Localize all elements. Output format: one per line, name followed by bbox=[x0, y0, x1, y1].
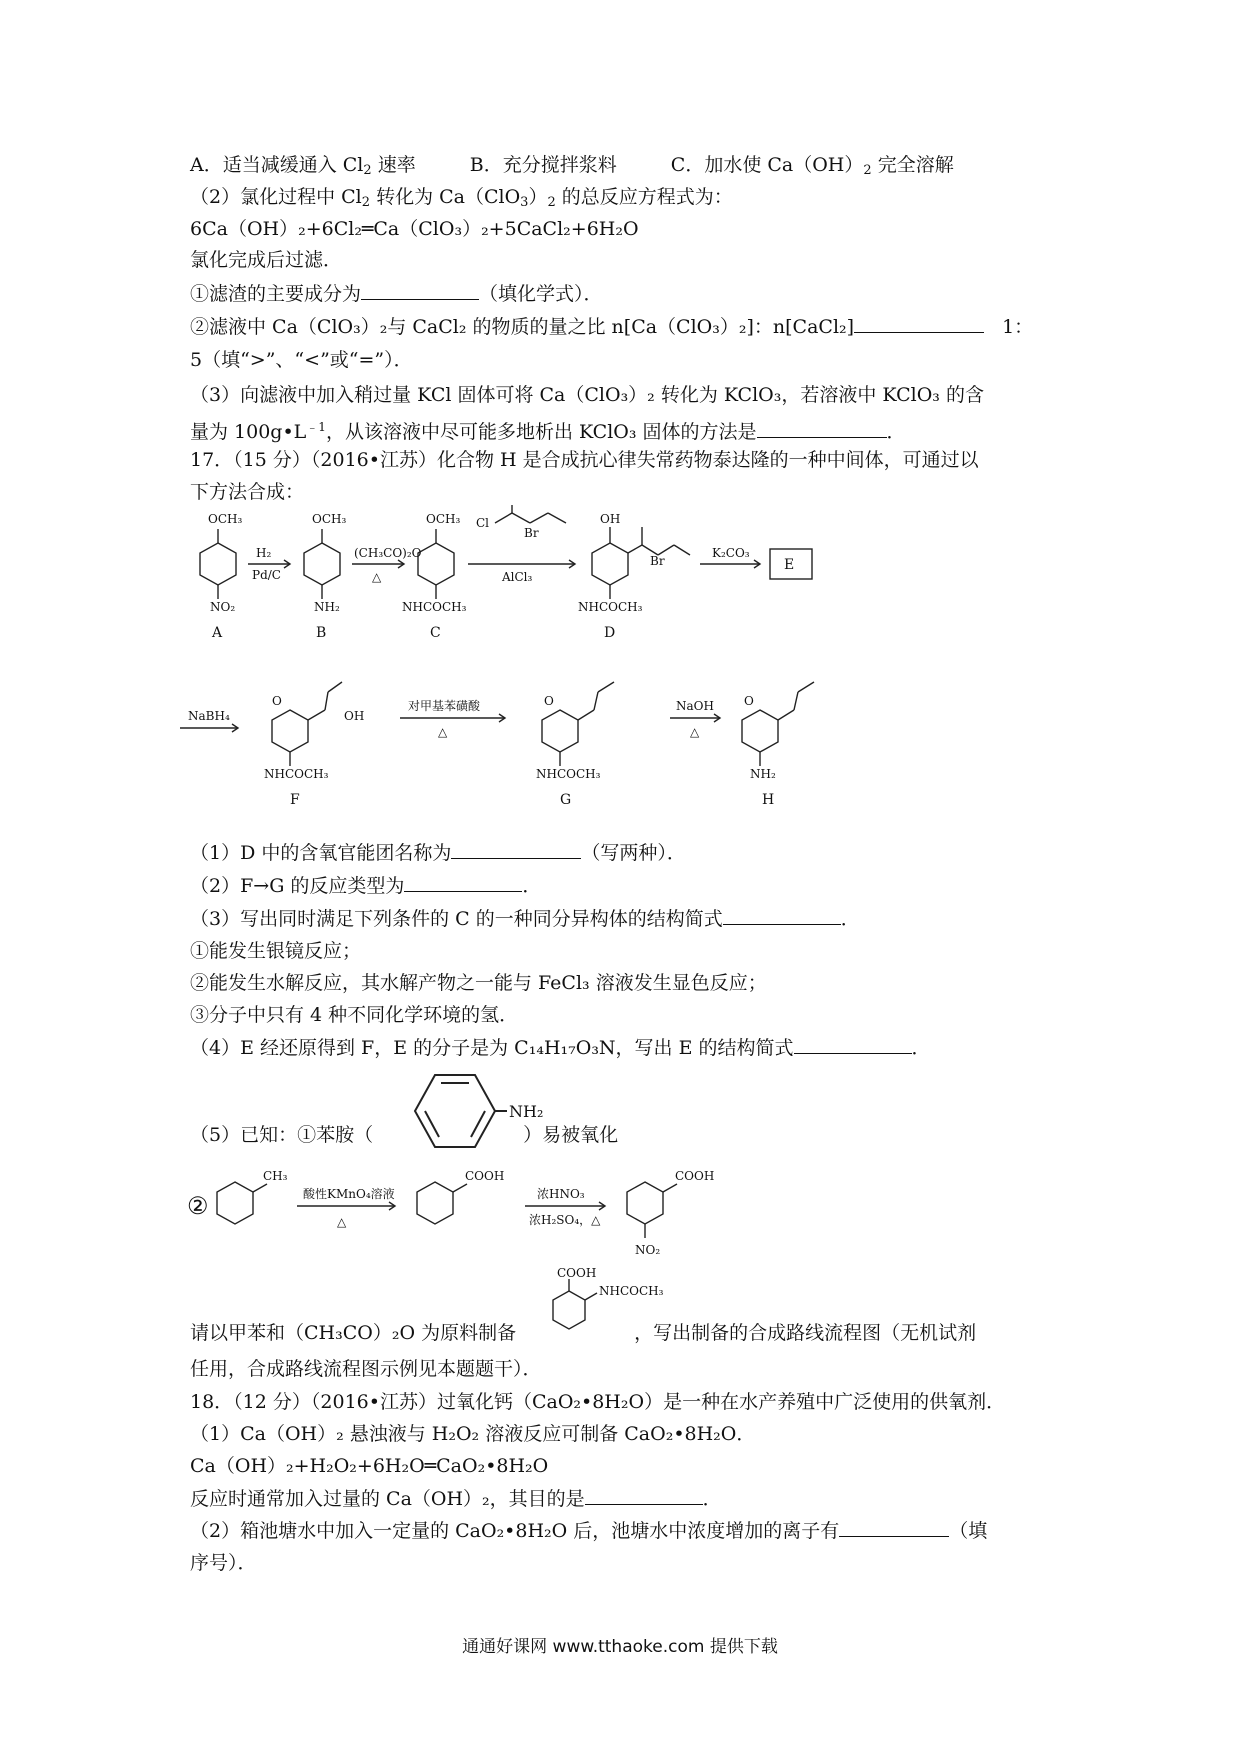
q17-sub1: （1）D 中的含氧官能团名称为 （写两种）． bbox=[190, 842, 686, 864]
svg-text:COOH: COOH bbox=[465, 1169, 505, 1183]
answer-blank[interactable] bbox=[451, 840, 581, 859]
svg-text:NHCOCH₃: NHCOCH₃ bbox=[578, 600, 643, 614]
svg-text:Pd/C: Pd/C bbox=[252, 568, 281, 582]
svg-text:F: F bbox=[290, 792, 300, 808]
q16-part3: （3）向滤液中加入稍过量 KCl 固体可将 Ca（ClO₃）₂ 转化为 KClO₃，若溶液中 KClO₃ 的含 bbox=[190, 384, 984, 406]
svg-text:E: E bbox=[784, 557, 795, 573]
svg-text:②: ② bbox=[187, 1192, 209, 1220]
svg-text:D: D bbox=[604, 625, 616, 641]
svg-text:OCH₃: OCH₃ bbox=[312, 512, 347, 526]
svg-text:NH₂: NH₂ bbox=[750, 767, 776, 781]
q17-sub2: （2）F→G 的反应类型为 ． bbox=[190, 875, 542, 897]
q18-part2: （2）箱池塘水中加入一定量的 CaO₂•8H₂O 后，池塘水中浓度增加的离子有 （填 bbox=[190, 1520, 988, 1542]
svg-text:△: △ bbox=[337, 1215, 347, 1229]
svg-text:H: H bbox=[762, 792, 775, 808]
q16-part3-cont: 量为 $100g•L^{﹣1}$，从该溶液中尽可能多地析出 KClO₃ 固体的方法是 ． bbox=[190, 420, 906, 443]
svg-text:K₂CO₃: K₂CO₃ bbox=[712, 546, 750, 560]
aniline-structure bbox=[395, 1065, 545, 1157]
svg-text:酸性KMnO₄溶液: 酸性KMnO₄溶液 bbox=[303, 1187, 395, 1201]
q18-part2-cont: 序号）． bbox=[190, 1552, 257, 1574]
svg-text:NH₂: NH₂ bbox=[314, 600, 340, 614]
option-c: C．加水使 $Ca(OH)_2$ 完全溶解 bbox=[670, 154, 954, 178]
answer-blank[interactable] bbox=[404, 873, 522, 892]
svg-text:NO₂: NO₂ bbox=[210, 600, 236, 614]
svg-text:A: A bbox=[212, 625, 223, 641]
svg-text:Cl: Cl bbox=[476, 516, 490, 530]
svg-text:COOH: COOH bbox=[675, 1169, 715, 1183]
q17-sub5-task: 请以甲苯和（CH₃CO）₂O 为原料制备 ，写出制备的合成路线流程图（无机试剂 bbox=[190, 1322, 977, 1344]
svg-text:OH: OH bbox=[600, 512, 621, 526]
q16-sub2-cont: 5（填“>”、“<”或“=”）． bbox=[190, 349, 413, 371]
svg-text:CH₃: CH₃ bbox=[263, 1169, 288, 1183]
svg-text:O: O bbox=[544, 694, 554, 708]
answer-blank[interactable] bbox=[794, 1035, 912, 1054]
q16-equation: 6Ca（OH）₂+6Cl₂═Ca（ClO₃）₂+5CaCl₂+6H₂O bbox=[190, 218, 639, 240]
svg-text:NO₂: NO₂ bbox=[635, 1243, 661, 1257]
svg-text:NHCOCH₃: NHCOCH₃ bbox=[264, 767, 329, 781]
q17-sub4: （4）E 经还原得到 F，E 的分子是为 C₁₄H₁₇O₃N，写出 E 的结构简式 ． bbox=[190, 1037, 931, 1059]
svg-text:C: C bbox=[430, 625, 441, 641]
svg-text:浓H₂SO₄，△: 浓H₂SO₄，△ bbox=[529, 1213, 601, 1227]
svg-text:Br: Br bbox=[524, 526, 539, 540]
q17-title-cont: 下方法合成： bbox=[190, 481, 305, 503]
svg-text:NaBH₄: NaBH₄ bbox=[188, 709, 230, 723]
q17-cond3: ③分子中只有 4 种不同化学环境的氢． bbox=[190, 1004, 519, 1026]
answer-blank[interactable] bbox=[854, 314, 984, 333]
answer-blank[interactable] bbox=[839, 1518, 949, 1537]
svg-text:AlCl₃: AlCl₃ bbox=[502, 570, 533, 584]
answer-blank[interactable] bbox=[723, 906, 841, 925]
svg-text:O: O bbox=[744, 694, 754, 708]
svg-text:H₂: H₂ bbox=[256, 546, 272, 560]
svg-text:△: △ bbox=[372, 570, 382, 584]
q18-title: 18．（12 分）（2016•江苏）过氧化钙（CaO₂•8H₂O）是一种在水产养殖中广泛使用的供氧剂． bbox=[190, 1391, 1006, 1413]
svg-text:浓HNO₃: 浓HNO₃ bbox=[537, 1187, 585, 1201]
answer-blank[interactable] bbox=[585, 1486, 703, 1505]
option-a: A．适当减缓通入 $Cl_2$ 速率 bbox=[190, 154, 416, 178]
svg-text:△: △ bbox=[690, 725, 700, 739]
svg-text:O: O bbox=[272, 694, 282, 708]
svg-text:COOH: COOH bbox=[557, 1266, 597, 1280]
q17-title: 17．（15 分）（2016•江苏）化合物 H 是合成抗心律失常药物泰达隆的一种中间体，可通过以 bbox=[190, 449, 979, 471]
svg-text:NHCOCH₃: NHCOCH₃ bbox=[536, 767, 601, 781]
svg-text:NaOH: NaOH bbox=[676, 699, 714, 713]
q17-sub5: （5）已知：①苯胺（ ）易被氧化 bbox=[190, 1124, 619, 1146]
q16-sub1: ①滤渣的主要成分为 （填化学式）． bbox=[190, 283, 603, 305]
q16-filter-note: 氯化完成后过滤． bbox=[190, 249, 343, 271]
option-b: B．充分搅拌浆料 bbox=[469, 154, 617, 176]
svg-text:NHCOCH₃: NHCOCH₃ bbox=[402, 600, 467, 614]
svg-text:△: △ bbox=[438, 725, 448, 739]
svg-text:Br: Br bbox=[650, 554, 665, 568]
synthesis-scheme-row1 bbox=[180, 505, 940, 665]
q18-equation: Ca（OH）₂+H₂O₂+6H₂O═CaO₂•8H₂O bbox=[190, 1455, 549, 1477]
q16-sub2: ②滤液中 Ca（ClO₃）₂与 CaCl₂ 的物质的量之比 n[Ca（ClO₃）₂]：n[CaCl₂] 1： bbox=[190, 316, 1034, 338]
q16-part2-intro: （2）氯化过程中 $Cl_2$ 转化为 $Ca(ClO_3)_2$ 的总反应方程式为： bbox=[190, 186, 733, 210]
answer-blank[interactable] bbox=[757, 419, 887, 438]
q18-part1: （1）Ca（OH）₂ 悬浊液与 H₂O₂ 溶液反应可制备 CaO₂•8H₂O． bbox=[190, 1423, 756, 1445]
svg-text:OCH₃: OCH₃ bbox=[426, 512, 461, 526]
svg-text:对甲基苯磺酸: 对甲基苯磺酸 bbox=[408, 699, 481, 713]
svg-text:NH₂: NH₂ bbox=[509, 1102, 544, 1121]
page-footer: 通通好课网 www.tthaoke.com 提供下载 bbox=[462, 1637, 778, 1657]
svg-text:OH: OH bbox=[344, 709, 365, 723]
q16-options bbox=[190, 152, 1002, 184]
svg-text:NHCOCH₃: NHCOCH₃ bbox=[599, 1284, 664, 1298]
answer-blank[interactable] bbox=[361, 281, 479, 300]
svg-text:B: B bbox=[316, 625, 327, 641]
q17-sub5-task-cont: 任用，合成路线流程图示例见本题题干）． bbox=[190, 1358, 542, 1380]
q17-sub3: （3）写出同时满足下列条件的 C 的一种同分异构体的结构简式 ． bbox=[190, 908, 860, 930]
synthesis-scheme-row2 bbox=[180, 670, 940, 835]
q17-cond2: ②能发生水解反应，其水解产物之一能与 FeCl₃ 溶液发生显色反应； bbox=[190, 972, 767, 994]
q17-cond1: ①能发生银镜反应； bbox=[190, 940, 362, 962]
q18-part1-question: 反应时通常加入过量的 Ca（OH）₂，其目的是 ． bbox=[190, 1488, 722, 1510]
svg-text:G: G bbox=[560, 792, 572, 808]
svg-text:(CH₃CO)₂O: (CH₃CO)₂O bbox=[354, 546, 422, 560]
toluene-scheme bbox=[185, 1160, 745, 1270]
svg-text:OCH₃: OCH₃ bbox=[208, 512, 243, 526]
